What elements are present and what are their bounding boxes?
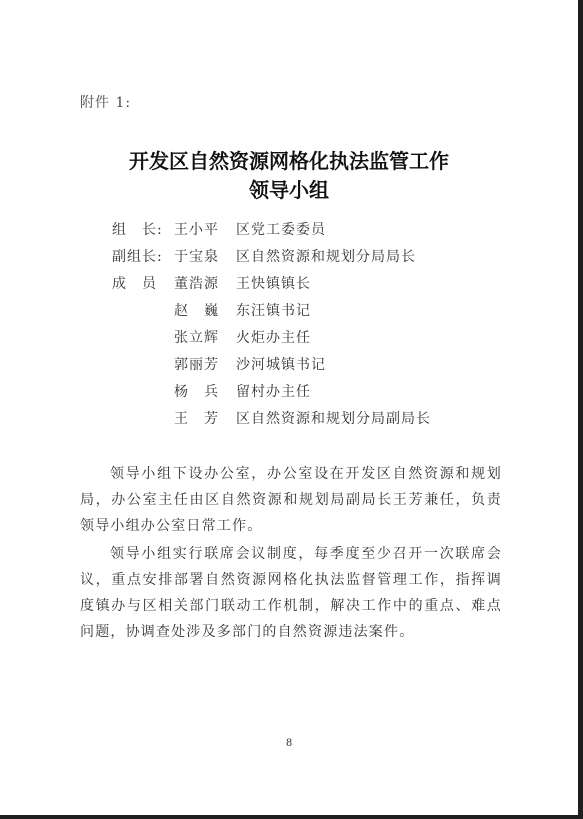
member-name: 董浩源 (174, 276, 219, 292)
attachment-label: 附件 1: (80, 95, 132, 111)
member-position: 王快镇镇长 (236, 276, 311, 292)
member-position: 沙河城镇书记 (236, 357, 326, 373)
member-name: 赵 巍 (174, 303, 219, 319)
member-position: 区自然资源和规划分局局长 (236, 249, 416, 265)
member-role: 组 长: (112, 222, 163, 238)
member-name: 王 芳 (174, 411, 219, 427)
meeting-paragraph: 领导小组实行联席会议制度，每季度至少召开一次联席会议，重点安排部署自然资源网格化执法监督管理工作，指挥调度镇办与区相关部门联动工作机制，解决工作中的重点、难点问题，协调查处涉及多部门的自然资源违法案件。 (80, 546, 502, 640)
member-name: 于宝泉 (174, 249, 219, 265)
member-position: 区自然资源和规划分局副局长 (236, 411, 431, 427)
document-title-line1: 开发区自然资源网格化执法监管工作 (129, 149, 449, 173)
member-position: 东汪镇书记 (236, 303, 311, 319)
member-role: 副组长: (112, 249, 163, 265)
member-name: 杨 兵 (174, 384, 219, 400)
page-edge-right (578, 0, 583, 819)
office-paragraph: 领导小组下设办公室，办公室设在开发区自然资源和规划局，办公室主任由区自然资源和规划局副局长王芳兼任，负责领导小组办公室日常工作。 (80, 466, 502, 534)
member-name: 王小平 (174, 222, 219, 238)
member-position: 区党工委委员 (236, 222, 326, 238)
document-title-line2: 领导小组 (249, 178, 329, 202)
member-name: 张立辉 (174, 330, 219, 346)
page-number: 8 (285, 738, 293, 749)
member-position: 火炬办主任 (236, 330, 311, 346)
member-role: 成 员 (112, 276, 157, 292)
member-name: 郭丽芳 (174, 357, 219, 373)
page-edge-bottom (0, 815, 583, 819)
member-position: 留村办主任 (236, 384, 311, 400)
